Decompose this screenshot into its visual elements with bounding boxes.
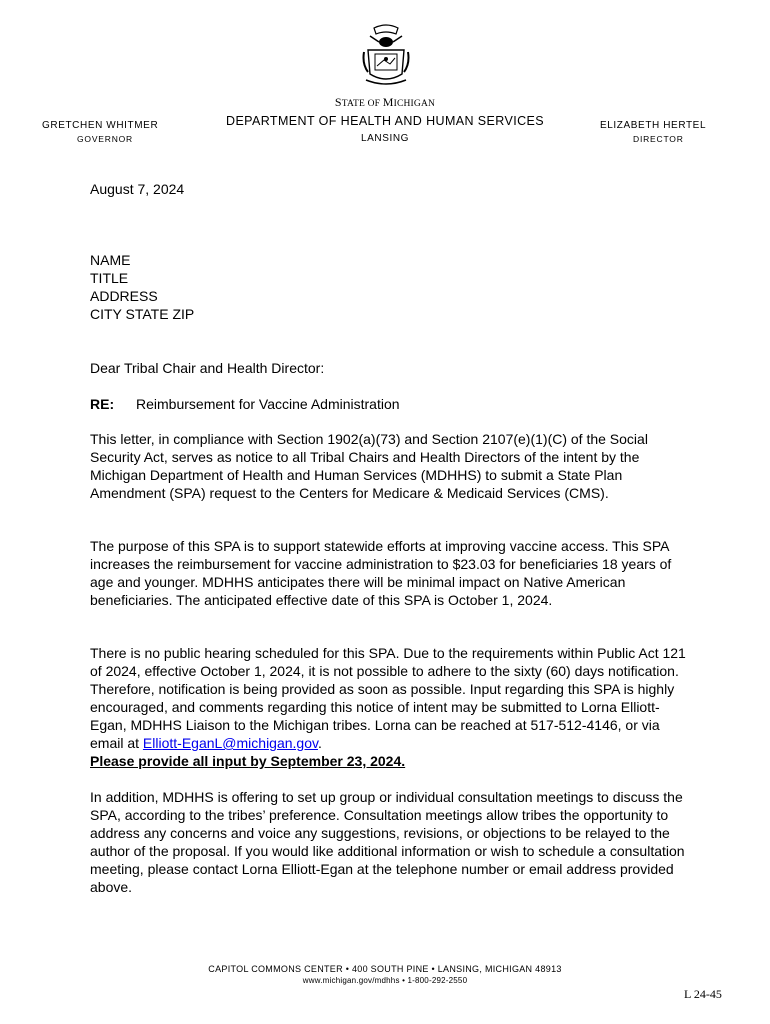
paragraph-text: The purpose of this SPA is to support statewide efforts at improving vaccine access. This SPA increases the reimbursement for vaccine administration to $23.03 for beneficiaries 18 years of age and younger. MDHHS anticipates there will be minimal impact on Native American beneficiaries. The anticipated effective date of this SPA is October 1, 2024. <box>90 538 672 608</box>
department-city: LANSING <box>360 133 410 144</box>
address-line: NAME <box>90 252 131 268</box>
recipient-address <box>90 251 690 323</box>
director-title: DIRECTOR <box>633 134 684 144</box>
address-line: CITY STATE ZIP <box>90 306 195 322</box>
director-name: ELIZABETH HERTEL <box>600 120 707 131</box>
address-line: ADDRESS <box>90 288 158 304</box>
address-line: TITLE <box>90 270 129 286</box>
footer-address: CAPITOL COMMONS CENTER • 400 SOUTH PINE • LANSING, MICHIGAN 48913 <box>208 964 562 974</box>
paragraph-public-hearing <box>90 644 690 770</box>
re-subject: Reimbursement for Vaccine Administration <box>136 396 400 412</box>
paragraph-text: This letter, in compliance with Section 1902(a)(73) and Section 2107(e)(1)(C) of the Social Security Act, serves as notice to all Tribal Chairs and Health Directors of the intent by the Michigan Department of Health and Human Services (MDHHS) to submit a State Plan Amendment (SPA) request to the Centers for Medicare & Medicaid Services (CMS). <box>90 431 648 501</box>
paragraph-body: There is no public hearing scheduled for this SPA. Due to the requirements within Public Act 121 of 2024, effective October 1, 2024, it is not possible to adhere to the sixty (60) days notification. Therefore, notification is being provided as soon as possible. Input regarding this SPA is highly encouraged, and comments regarding this notice of intent may be submitted to Lorna Elliott-Egan, MDHHS Liaison to the Michigan tribes. Lorna can be reached at 517-512-4146, or via email at <box>90 645 686 751</box>
paragraph-compliance <box>90 430 690 502</box>
re-line <box>90 395 690 413</box>
state-of-michigan: STATE OF MICHIGAN <box>334 95 436 109</box>
governor-title: GOVERNOR <box>77 134 133 144</box>
paragraph-text <box>90 644 690 752</box>
re-label: RE: <box>90 396 115 412</box>
paragraph-period: . <box>317 735 322 751</box>
paragraph-consultation <box>90 788 690 896</box>
footer-contact: www.michigan.gov/mdhhs • 1-800-292-2550 <box>302 976 468 985</box>
email-link[interactable]: Elliott-EganL@michigan.gov <box>142 735 318 751</box>
governor-name: GRETCHEN WHITMER <box>42 120 159 131</box>
salutation: Dear Tribal Chair and Health Director: <box>90 360 325 376</box>
michigan-seal-icon <box>360 24 412 88</box>
department-name: DEPARTMENT OF HEALTH AND HUMAN SERVICES <box>226 114 544 128</box>
paragraph-text: In addition, MDHHS is offering to set up group or individual consultation meetings to discuss the SPA, according to the tribes’ preference. Consultation meetings allow tribes the opportunity to address any concerns and voice any suggestions, revisions, or objections to be relayed to the author of the proposal. If you would like additional information or wish to schedule a consultation meeting, please contact Lorna Elliott-Egan at the telephone number or email address provided above. <box>90 789 685 895</box>
form-code: L 24-45 <box>684 987 722 1001</box>
paragraph-purpose <box>90 537 690 609</box>
letter-date: August 7, 2024 <box>90 181 185 197</box>
input-deadline: Please provide all input by September 23, 2024. <box>90 753 406 769</box>
